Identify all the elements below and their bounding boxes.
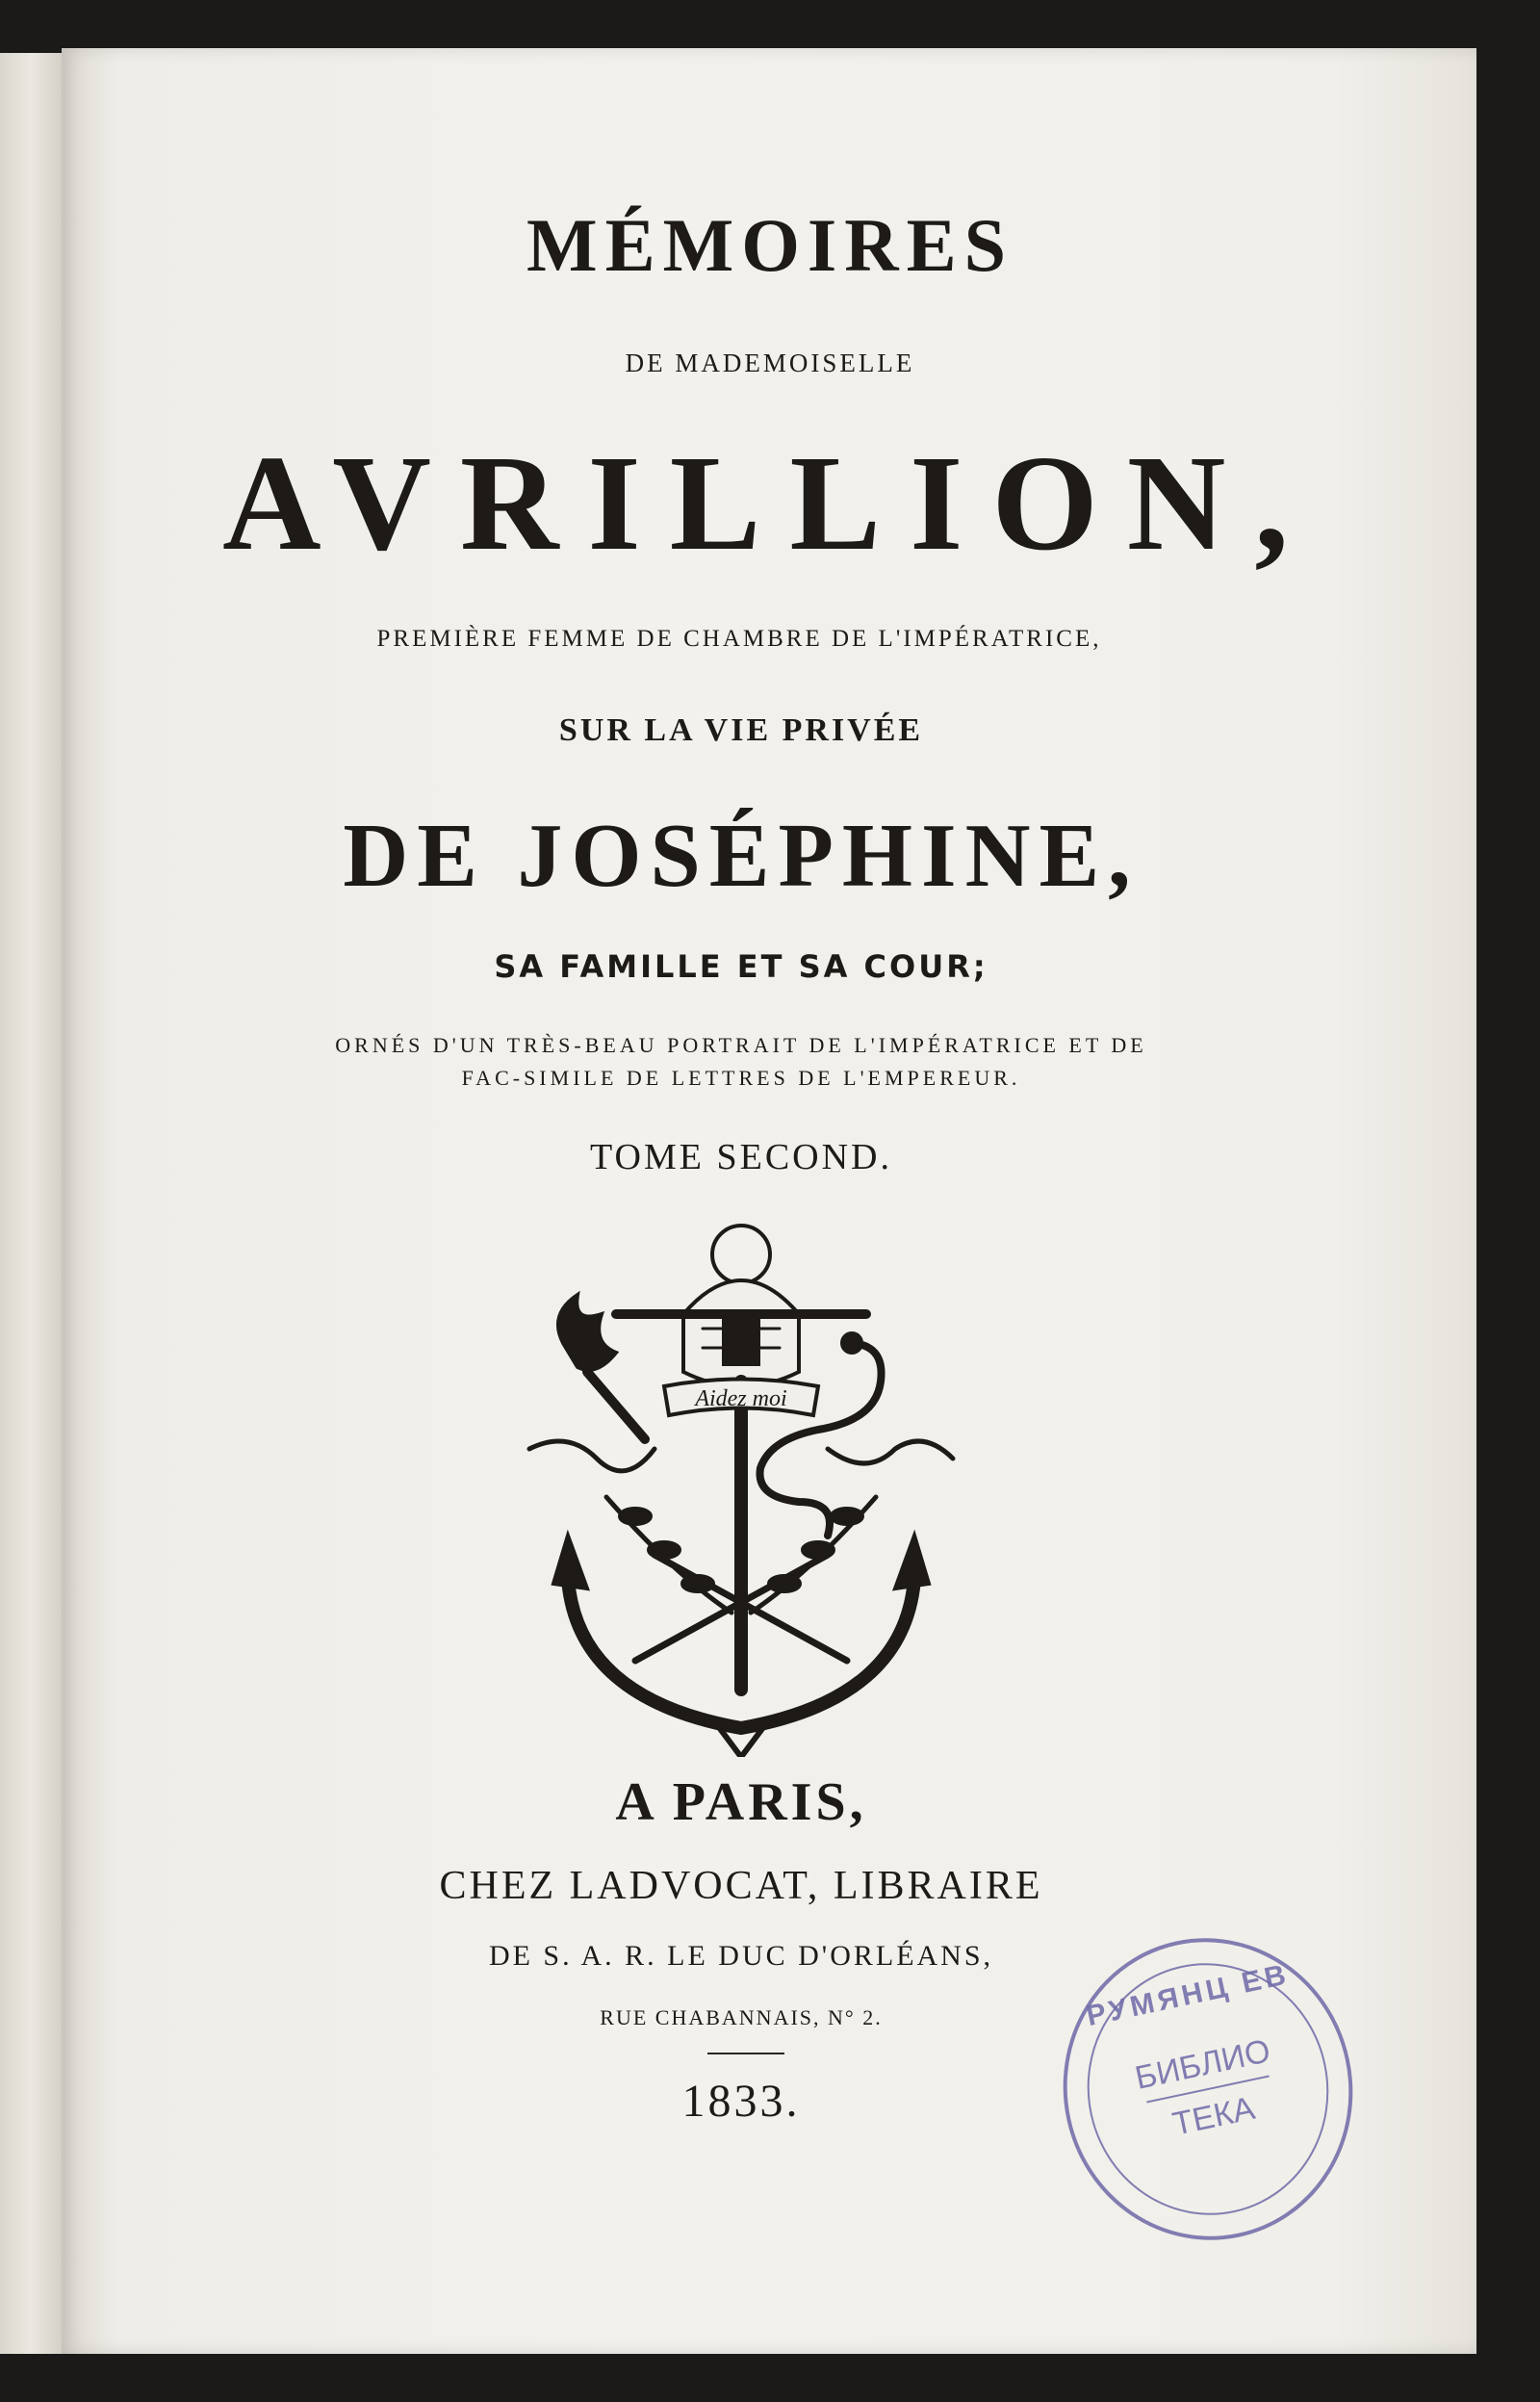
subtitle-de-mademoiselle: DE MADEMOISELLE <box>625 349 915 377</box>
subtitle-famille: SA FAMILLE ET SA COUR; <box>494 948 988 985</box>
anchor-emblem-icon <box>510 1208 972 1757</box>
author-role: PREMIÈRE FEMME DE CHAMBRE DE L'IMPÉRATRICE, <box>376 626 1102 652</box>
library-stamp-icon <box>1054 1930 1362 2248</box>
ornament-note-line1: ORNÉS D'UN TRÈS-BEAU PORTRAIT DE L'IMPÉRATRICE ET DE <box>335 1033 1147 1057</box>
ornament-note-line2: FAC-SIMILE DE LETTRES DE L'EMPEREUR. <box>461 1066 1021 1090</box>
imprint-rule <box>707 2053 784 2054</box>
stamp-ring-text: РУМЯНЦ ЕВ <box>1084 1958 1293 2033</box>
stamp-center-text-2: ТЕКА <box>1169 2089 1259 2143</box>
subtitle-sur-la-vie: SUR LA VIE PRIVÉE <box>558 712 924 748</box>
imprint-city: A PARIS, <box>615 1772 867 1832</box>
imprint-year: 1833. <box>681 2076 801 2127</box>
emblem-motto: Aidez moi <box>695 1386 787 1411</box>
volume-label: TOME SECOND. <box>590 1137 892 1177</box>
subject-josephine: DE JOSÉPHINE, <box>343 806 1140 906</box>
imprint-publisher: CHEZ LADVOCAT, LIBRAIRE <box>439 1864 1043 1908</box>
imprint-patron: DE S. A. R. LE DUC D'ORLÉANS, <box>488 1940 994 1972</box>
stamp-center-text-1: БИБЛИО <box>1132 2032 1274 2097</box>
author-name: AVRILLION, <box>222 426 1318 579</box>
title-memoires: MÉMOIRES <box>526 203 1014 287</box>
imprint-address: RUE CHABANNAIS, N° 2. <box>600 2005 883 2029</box>
